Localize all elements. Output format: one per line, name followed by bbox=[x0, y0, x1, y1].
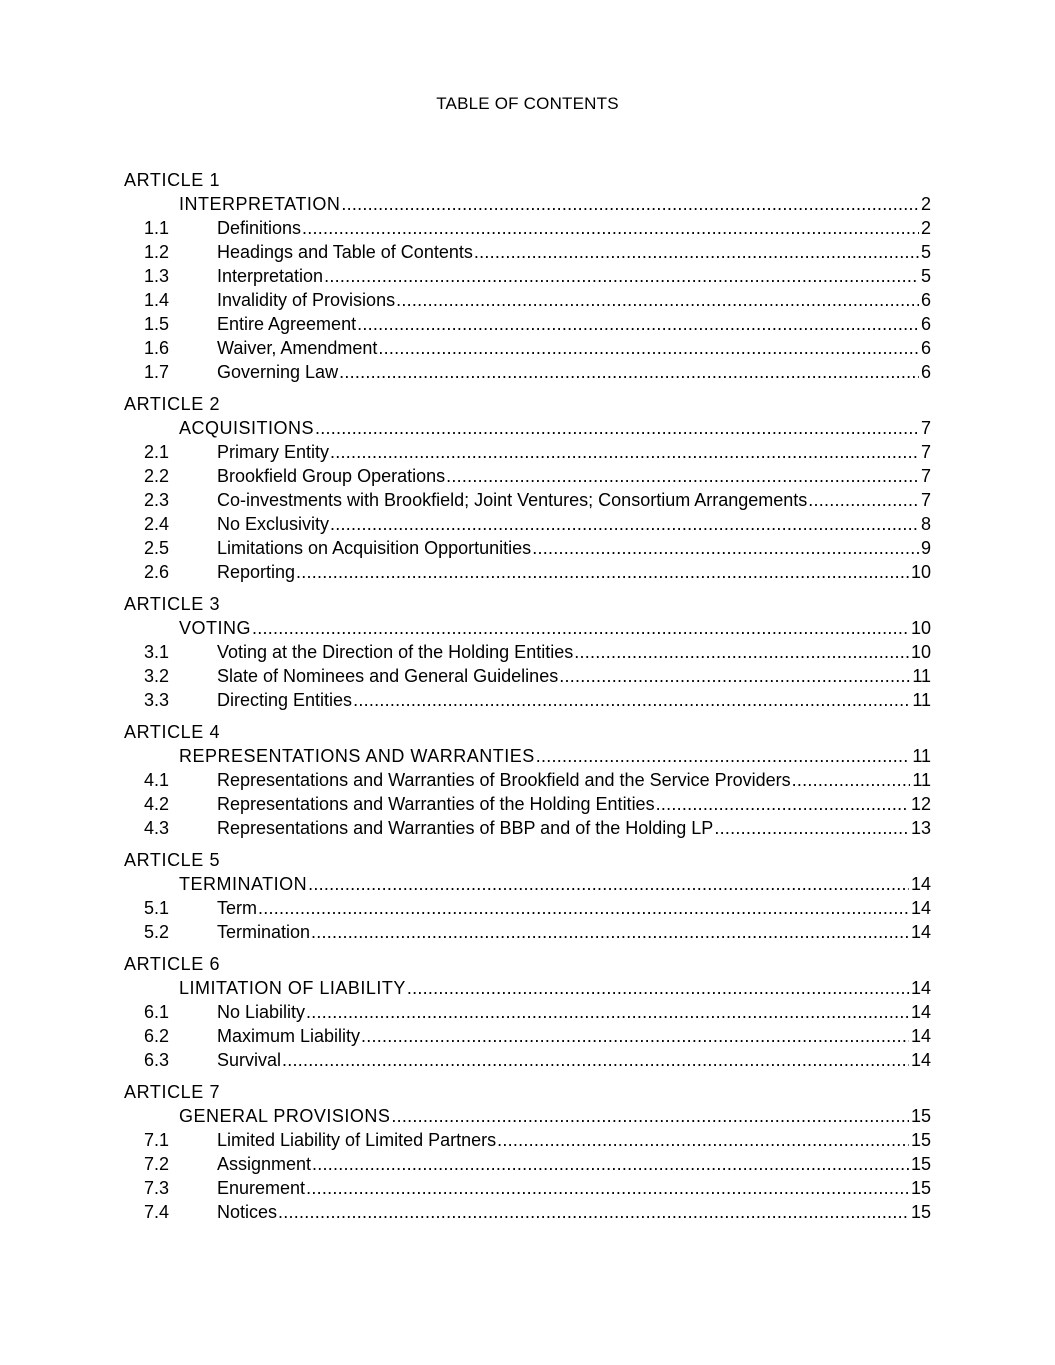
toc-entry-section[interactable] bbox=[124, 536, 931, 560]
toc-article bbox=[124, 592, 931, 712]
section-title: Enurement bbox=[217, 1178, 306, 1198]
section-number: 3.3 bbox=[144, 690, 170, 710]
section-number: 2.2 bbox=[144, 466, 170, 486]
toc-entry-section[interactable] bbox=[124, 640, 931, 664]
dot-leader bbox=[474, 240, 919, 264]
section-title: Limitations on Acquisition Opportunities bbox=[217, 538, 532, 558]
page-number: 6 bbox=[920, 314, 931, 334]
toc-entry-section[interactable] bbox=[124, 1200, 931, 1224]
article-heading: REPRESENTATIONS AND WARRANTIES bbox=[179, 746, 535, 766]
article-number: ARTICLE 7 bbox=[124, 1082, 221, 1102]
dot-leader bbox=[324, 264, 919, 288]
article-number: ARTICLE 5 bbox=[124, 850, 221, 870]
page-number: 8 bbox=[920, 514, 931, 534]
toc-entry-section[interactable] bbox=[124, 264, 931, 288]
section-title: Governing Law bbox=[217, 362, 339, 382]
page-number: 7 bbox=[920, 442, 931, 462]
page-number: 2 bbox=[920, 218, 931, 238]
page-number: 7 bbox=[920, 490, 931, 510]
dot-leader bbox=[296, 560, 909, 584]
section-number: 4.1 bbox=[144, 770, 170, 790]
section-number: 7.1 bbox=[144, 1130, 170, 1150]
dot-leader bbox=[252, 616, 909, 640]
document-title: TABLE OF CONTENTS bbox=[436, 94, 619, 113]
section-title: Survival bbox=[217, 1050, 282, 1070]
page-number: 7 bbox=[920, 418, 931, 438]
article-heading: LIMITATION OF LIABILITY bbox=[179, 978, 406, 998]
page-number: 5 bbox=[920, 266, 931, 286]
section-title: Limited Liability of Limited Partners bbox=[217, 1130, 497, 1150]
dot-leader bbox=[311, 920, 909, 944]
dot-leader bbox=[306, 1000, 909, 1024]
section-number: 1.3 bbox=[144, 266, 170, 286]
section-title: Headings and Table of Contents bbox=[217, 242, 473, 262]
toc-entry-section[interactable] bbox=[124, 1128, 931, 1152]
dot-leader bbox=[656, 792, 909, 816]
toc-entry-section[interactable] bbox=[124, 1048, 931, 1072]
toc-article bbox=[124, 952, 931, 1072]
page-number: 14 bbox=[910, 978, 931, 998]
section-title: Term bbox=[217, 898, 257, 918]
section-title: Brookfield Group Operations bbox=[217, 466, 446, 486]
section-title: Representations and Warranties of BBP and of the Holding LP bbox=[217, 818, 714, 838]
toc-entry-section[interactable] bbox=[124, 816, 931, 840]
toc-entry-section[interactable] bbox=[124, 1176, 931, 1200]
article-number: ARTICLE 3 bbox=[124, 594, 221, 614]
dot-leader bbox=[396, 288, 919, 312]
page-number: 9 bbox=[920, 538, 931, 558]
dot-leader bbox=[391, 1104, 909, 1128]
toc-article bbox=[124, 848, 931, 944]
toc-entry-section[interactable] bbox=[124, 688, 931, 712]
page-number: 15 bbox=[910, 1154, 931, 1174]
toc-entry-section[interactable] bbox=[124, 1024, 931, 1048]
page-number: 7 bbox=[920, 466, 931, 486]
toc-entry-article-heading[interactable] bbox=[124, 976, 931, 1000]
toc-article bbox=[124, 720, 931, 840]
page-number: 6 bbox=[920, 290, 931, 310]
toc-article bbox=[124, 392, 931, 584]
article-number: ARTICLE 4 bbox=[124, 722, 221, 742]
page-number: 5 bbox=[920, 242, 931, 262]
section-number: 4.3 bbox=[144, 818, 170, 838]
section-title: Reporting bbox=[217, 562, 296, 582]
dot-leader bbox=[330, 512, 919, 536]
toc-entry-section[interactable] bbox=[124, 288, 931, 312]
section-number: 3.1 bbox=[144, 642, 170, 662]
section-title: Assignment bbox=[217, 1154, 312, 1174]
page-number: 13 bbox=[910, 818, 931, 838]
toc-entry-section[interactable] bbox=[124, 216, 931, 240]
dot-leader bbox=[536, 744, 911, 768]
dot-leader bbox=[497, 1128, 909, 1152]
page-number: 11 bbox=[912, 690, 931, 710]
section-number: 2.6 bbox=[144, 562, 170, 582]
section-title: Entire Agreement bbox=[217, 314, 357, 334]
dot-leader bbox=[341, 192, 919, 216]
dot-leader bbox=[306, 1176, 909, 1200]
section-title: Notices bbox=[217, 1202, 278, 1222]
section-number: 6.3 bbox=[144, 1050, 170, 1070]
page-number: 11 bbox=[912, 746, 931, 766]
section-number: 1.1 bbox=[144, 218, 170, 238]
section-number: 5.2 bbox=[144, 922, 170, 942]
page-number: 15 bbox=[910, 1106, 931, 1126]
dot-leader bbox=[792, 768, 911, 792]
page-number: 14 bbox=[910, 1050, 931, 1070]
section-title: Voting at the Direction of the Holding Entities bbox=[217, 642, 574, 662]
section-number: 7.3 bbox=[144, 1178, 170, 1198]
section-number: 2.4 bbox=[144, 514, 170, 534]
section-number: 2.5 bbox=[144, 538, 170, 558]
section-number: 2.3 bbox=[144, 490, 170, 510]
article-heading: INTERPRETATION bbox=[179, 194, 341, 214]
page-number: 10 bbox=[910, 642, 931, 662]
section-number: 1.6 bbox=[144, 338, 170, 358]
section-number: 1.2 bbox=[144, 242, 170, 262]
toc-entry-section[interactable] bbox=[124, 920, 931, 944]
section-title: Slate of Nominees and General Guidelines bbox=[217, 666, 559, 686]
dot-leader bbox=[339, 360, 919, 384]
section-title: Directing Entities bbox=[217, 690, 353, 710]
article-number: ARTICLE 6 bbox=[124, 954, 221, 974]
page-number: 6 bbox=[920, 338, 931, 358]
page-number: 14 bbox=[910, 1002, 931, 1022]
page-number: 11 bbox=[912, 770, 931, 790]
dot-leader bbox=[378, 336, 919, 360]
toc-entry-section[interactable] bbox=[124, 488, 931, 512]
toc-entry-article-heading[interactable] bbox=[124, 192, 931, 216]
section-title: Primary Entity bbox=[217, 442, 330, 462]
section-number: 1.7 bbox=[144, 362, 170, 382]
toc-article bbox=[124, 1080, 931, 1224]
toc-entry-section[interactable] bbox=[124, 360, 931, 384]
toc-entry-section[interactable] bbox=[124, 464, 931, 488]
toc-entry-article-heading[interactable] bbox=[124, 744, 931, 768]
dot-leader bbox=[330, 440, 919, 464]
toc-entry-article-heading[interactable] bbox=[124, 1104, 931, 1128]
article-heading: GENERAL PROVISIONS bbox=[179, 1106, 391, 1126]
toc-entry-article-heading[interactable] bbox=[124, 616, 931, 640]
toc-entry-article-heading[interactable] bbox=[124, 872, 931, 896]
dot-leader bbox=[308, 872, 909, 896]
section-title: Invalidity of Provisions bbox=[217, 290, 396, 310]
page-number: 15 bbox=[910, 1202, 931, 1222]
dot-leader bbox=[258, 896, 909, 920]
dot-leader bbox=[278, 1200, 909, 1224]
toc-entry-section[interactable] bbox=[124, 560, 931, 584]
toc-entry-section[interactable] bbox=[124, 792, 931, 816]
section-title: Definitions bbox=[217, 218, 302, 238]
page-number: 10 bbox=[910, 618, 931, 638]
toc-entry-section[interactable] bbox=[124, 336, 931, 360]
article-heading: TERMINATION bbox=[179, 874, 308, 894]
dot-leader bbox=[808, 488, 919, 512]
toc-entry-section[interactable] bbox=[124, 768, 931, 792]
section-title: Maximum Liability bbox=[217, 1026, 361, 1046]
section-title: Termination bbox=[217, 922, 311, 942]
toc-entry-section[interactable] bbox=[124, 896, 931, 920]
article-number: ARTICLE 1 bbox=[124, 170, 221, 190]
page-number: 12 bbox=[910, 794, 931, 814]
toc-article bbox=[124, 168, 931, 384]
section-title: Representations and Warranties of the Holding Entities bbox=[217, 794, 655, 814]
section-number: 6.2 bbox=[144, 1026, 170, 1046]
page-number: 10 bbox=[910, 562, 931, 582]
section-title: Co-investments with Brookfield; Joint Ventures; Consortium Arrangements bbox=[217, 490, 808, 510]
section-number: 5.1 bbox=[144, 898, 170, 918]
page-number: 14 bbox=[910, 1026, 931, 1046]
page-number: 14 bbox=[910, 898, 931, 918]
section-title: Interpretation bbox=[217, 266, 324, 286]
toc-entry-section[interactable] bbox=[124, 1000, 931, 1024]
dot-leader bbox=[559, 664, 910, 688]
dot-leader bbox=[353, 688, 910, 712]
page-number: 15 bbox=[910, 1130, 931, 1150]
article-heading: VOTING bbox=[179, 618, 252, 638]
page-number: 2 bbox=[920, 194, 931, 214]
article-number: ARTICLE 2 bbox=[124, 394, 221, 414]
section-title: Representations and Warranties of Brookfield and the Service Providers bbox=[217, 770, 791, 790]
page-number: 6 bbox=[920, 362, 931, 382]
dot-leader bbox=[282, 1048, 909, 1072]
dot-leader bbox=[407, 976, 909, 1000]
section-title: No Liability bbox=[217, 1002, 306, 1022]
toc-entry-section[interactable] bbox=[124, 664, 931, 688]
section-title: No Exclusivity bbox=[217, 514, 330, 534]
dot-leader bbox=[361, 1024, 909, 1048]
table-of-contents bbox=[124, 168, 931, 1232]
dot-leader bbox=[446, 464, 919, 488]
section-number: 1.4 bbox=[144, 290, 170, 310]
page-number: 14 bbox=[910, 922, 931, 942]
toc-entry-section[interactable] bbox=[124, 512, 931, 536]
section-number: 1.5 bbox=[144, 314, 170, 334]
section-number: 7.4 bbox=[144, 1202, 170, 1222]
page-number: 15 bbox=[910, 1178, 931, 1198]
toc-entry-article-heading[interactable] bbox=[124, 416, 931, 440]
section-number: 7.2 bbox=[144, 1154, 170, 1174]
toc-entry-section[interactable] bbox=[124, 240, 931, 264]
section-number: 6.1 bbox=[144, 1002, 170, 1022]
dot-leader bbox=[574, 640, 909, 664]
toc-entry-section[interactable] bbox=[124, 1152, 931, 1176]
page-number: 14 bbox=[910, 874, 931, 894]
dot-leader bbox=[357, 312, 919, 336]
dot-leader bbox=[315, 416, 919, 440]
article-heading: ACQUISITIONS bbox=[179, 418, 315, 438]
page-number: 11 bbox=[912, 666, 931, 686]
dot-leader bbox=[312, 1152, 909, 1176]
dot-leader bbox=[532, 536, 919, 560]
section-number: 3.2 bbox=[144, 666, 170, 686]
dot-leader bbox=[302, 216, 919, 240]
toc-entry-section[interactable] bbox=[124, 312, 931, 336]
section-number: 2.1 bbox=[144, 442, 170, 462]
dot-leader bbox=[714, 816, 909, 840]
section-title: Waiver, Amendment bbox=[217, 338, 378, 358]
toc-entry-section[interactable] bbox=[124, 440, 931, 464]
section-number: 4.2 bbox=[144, 794, 170, 814]
